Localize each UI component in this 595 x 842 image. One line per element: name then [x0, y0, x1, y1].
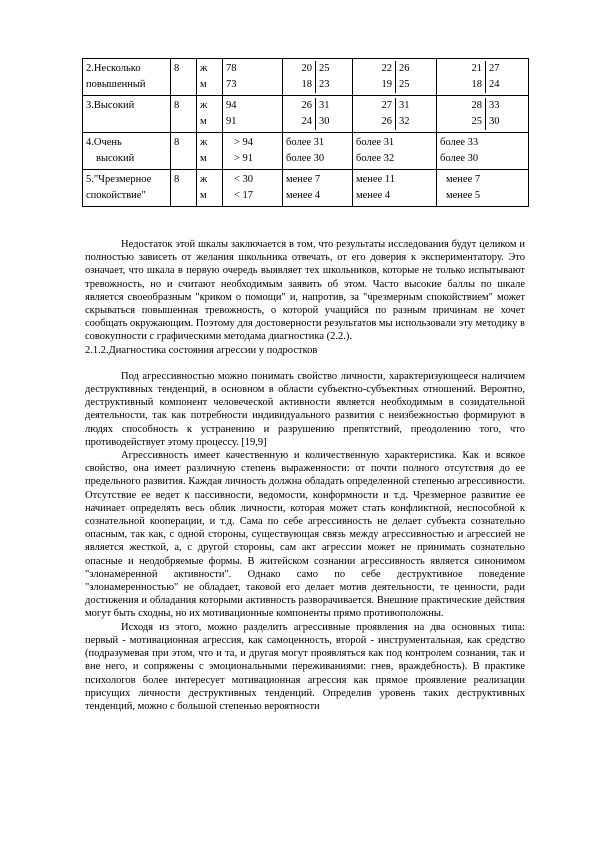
n-cell: 8 [171, 59, 197, 96]
score-range-cell: более 31 более 30 [283, 133, 353, 170]
score-range-cell: 21 27 18 24 [437, 59, 529, 96]
total-score-cell: > 94 > 91 [223, 133, 283, 170]
table-row [83, 59, 529, 96]
sex-cell: ж м [197, 133, 223, 170]
table-row [83, 133, 529, 170]
score-range-cell: 20 25 18 23 [283, 59, 353, 96]
score-range-cell: 22 26 19 25 [353, 59, 437, 96]
level-cell: 3.Высокий [83, 96, 171, 133]
sex-cell: ж м [197, 170, 223, 207]
sex-cell: ж м [197, 96, 223, 133]
paragraph-aggressiveness-characteristics: Агрессивность имеет качественную и количественную характеристика. Как и всякое свойство, она имеет различную степень выраженности: от почти полного отсутствия до ее предельного развития. Каждая личность должна обладать определенной степенью агрессивности. Отсутствие ее ведет к пассивности, ведомости, конформности и т.д. Чрезмерное развитие ее начинает определять весь облик личности, которая может стать конфликтной, неспособной к сознательной кооперации, и т.д. Сама по себе агрессивность не делает субъекта сознательно опасным, так как, с одной стороны, существующая связь между агрессивностью и агрессией не является жесткой, а, с другой стороны, сам акт агрессии может не принимать сознательно опасные и неодобряемые формы. В житейском сознании агрессивность является синонимом "злонамеренной активности". Однако само по себе деструктивное поведение "злонамеренностью" не обладает, таковой его делает мотив деятельности, те ценности, ради достижения и обладания которыми активность разворачивается. Внешние практические действия могут быть сходны, но их мотивационные компоненты прямо противоположны. [85, 450, 525, 620]
section-heading: 2.1.2.Диагностика состояния агрессии у подростков [85, 344, 318, 356]
paragraph-aggression-types: Исходя из этого, можно разделить агрессивные проявления на два основных типа: первый - мотивационная агрессия, как самоценность, второй - инструментальная, как средство (подразумевая при этом, что и та, и другая могут проявляться как под контролем сознания, так и вне него, и сопряжены с эмоциональными переживаниями: гнев, враждебность). В практике психологов более интересует мотивационная агрессия как прямое проявление реализации присущих личности деструктивных тенденций. Определив уровень таких деструктивных тенденций, можно с большой степенью вероятности [85, 621, 525, 712]
total-score-cell: 78 73 [223, 59, 283, 96]
score-range-cell: менее 11 менее 4 [353, 170, 437, 207]
sex-cell: ж м [197, 59, 223, 96]
table-row [83, 96, 529, 133]
score-range-cell: 27 31 26 32 [353, 96, 437, 133]
document-body [85, 238, 525, 713]
score-range-cell: более 31 более 32 [353, 133, 437, 170]
table-row [83, 170, 529, 207]
paragraph-scale-limitation: Недостаток этой шкалы заключается в том, что результаты исследования будут целиком и полностью зависеть от желания школьника отвечать, от его доверия к экспериментатору. Это означает, что шкала в первую очередь выявляет тех школьников, которые не только испытывают тревожность, но и считают необходимым заявить об этом. Часто высокие баллы по шкале является своеобразным "криком о помощи" и, напротив, за "чрезмерным спокойствием" может скрываться повышенная тревожность, о которой учащийся по разным причинам не хочет сообщать окружающим. Поэтому для достоверности результатов мы использовали эту методику в совокупности с графическими методама диагностика (2.2.). [85, 239, 525, 343]
n-cell: 8 [171, 133, 197, 170]
level-cell: 4.Очень высокий [83, 133, 171, 170]
score-range-cell: 28 33 25 30 [437, 96, 529, 133]
n-cell: 8 [171, 170, 197, 207]
score-range-cell: менее 7 менее 4 [283, 170, 353, 207]
score-range-cell: менее 7 менее 5 [437, 170, 529, 207]
level-cell: 2.Несколько повышенный [83, 59, 171, 96]
total-score-cell: < 30 < 17 [223, 170, 283, 207]
anxiety-levels-table [82, 58, 529, 207]
paragraph-aggressiveness-definition: Под агрессивностью можно понимать свойство личности, характеризующееся наличием деструктивных тенденций, в основном в области субъектно-субъектных отношений. Вероятно, деструктивный компонент человеческой активности является необходимым в созидательной деятельности, так как потребности индивидуального развития с неизбежностью формируют в людях способность к устранению и разрушению препятствий, преодолению того, что противодействует этому процессу. [19,9] [85, 370, 525, 448]
score-range-cell: 26 31 24 30 [283, 96, 353, 133]
total-score-cell: 94 91 [223, 96, 283, 133]
score-range-cell: более 33 более 30 [437, 133, 529, 170]
n-cell: 8 [171, 96, 197, 133]
level-cell: 5."Чрезмерное спокойствие" [83, 170, 171, 207]
